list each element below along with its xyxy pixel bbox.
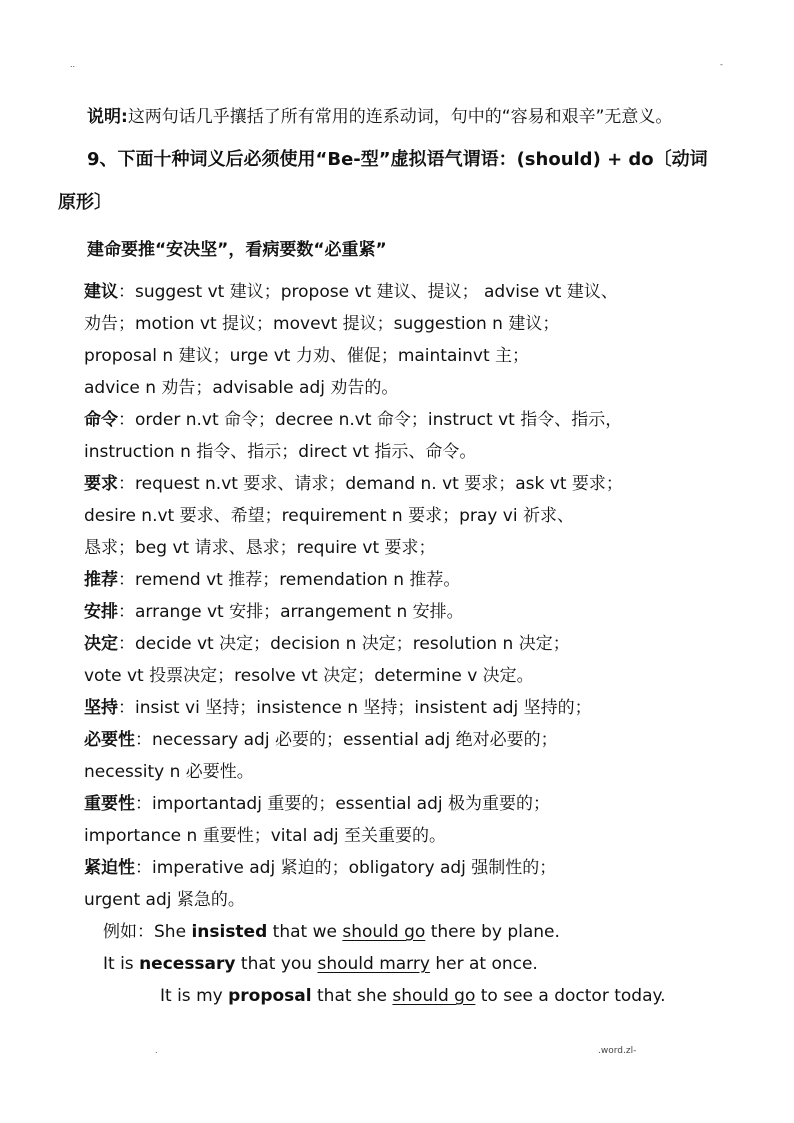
group-tuijian-line1 <box>84 572 460 589</box>
example-2 <box>103 956 538 973</box>
example-prefix: 例如：She <box>103 922 192 942</box>
group-jianchi-line1 <box>84 700 592 717</box>
group-label: 决定 <box>84 634 118 654</box>
example-prefix: It is <box>103 954 140 974</box>
section-heading-line1: 9、下面十种词义后必须使用“Be-型”虚拟语气谓语：(should) + do〔动词 <box>87 149 708 170</box>
group-biyaoxing-line2: necessity n 必要性。 <box>84 762 254 782</box>
group-yaoqiu-line2: desire n.vt 要求、希望；requirement n 要求；pray vi 祈求、 <box>84 506 574 526</box>
footer-mark-left: . <box>155 1046 158 1055</box>
corner-mark-right: - <box>720 60 723 69</box>
example-keyword: proposal <box>228 986 312 1006</box>
example-mid: that we <box>267 922 343 942</box>
group-text: ：suggest vt 建议；propose vt 建议、提议； advise vt 建议、 <box>118 282 618 302</box>
section-heading-line2: 原形〕 <box>58 192 112 213</box>
note-colon: : <box>121 107 128 127</box>
group-zhongyaoxing-line1 <box>84 796 550 813</box>
note-text: 这两句话几乎攘括了所有常用的连系动词，句中的“容易和艰辛”无意义。 <box>127 107 673 127</box>
group-label: 必要性 <box>84 730 135 750</box>
group-label: 坚持 <box>84 698 118 718</box>
group-anpai-line1 <box>84 604 464 621</box>
example-keyword: insisted <box>191 922 268 942</box>
group-text: ：arrange vt 安排；arrangement n 安排。 <box>118 602 464 622</box>
example-suffix: her at once. <box>429 954 538 974</box>
example-mid: that you <box>235 954 318 974</box>
group-text: ：importantadj 重要的；essential adj 极为重要的； <box>135 794 550 814</box>
example-3 <box>160 988 666 1005</box>
group-label: 命令 <box>84 410 118 430</box>
group-label: 安排 <box>84 602 118 622</box>
group-jinpoxing-line1 <box>84 860 556 877</box>
example-keyword: necessary <box>139 954 236 974</box>
group-yaoqiu-line1 <box>84 476 623 493</box>
group-jianyi-line3: proposal n 建议；urge vt 力劝、催促；maintainvt 主； <box>84 346 530 366</box>
example-verb: should marry <box>317 954 430 974</box>
example-mid: that she <box>311 986 393 1006</box>
example-suffix: to see a doctor today. <box>475 986 666 1006</box>
group-text: ：imperative adj 紧迫的；obligatory adj 强制性的； <box>135 858 557 878</box>
example-suffix: there by plane. <box>425 922 560 942</box>
group-zhongyaoxing-line2: importance n 重要性；vital adj 至关重要的。 <box>84 826 447 846</box>
group-jinpoxing-line2: urgent adj 紧急的。 <box>84 890 245 910</box>
note-label: 说明 <box>87 107 121 127</box>
group-label: 要求 <box>84 474 118 494</box>
group-jianyi-line1 <box>84 284 618 301</box>
group-jueding-line1 <box>84 636 570 653</box>
example-1 <box>103 924 560 941</box>
group-jianyi-line2: 劝告；motion vt 提议；movevt 提议；suggestion n 建议； <box>84 314 560 334</box>
group-text: ：necessary adj 必要的；essential adj 绝对必要的； <box>135 730 558 750</box>
mnemonic: 建命要推“安决坚”，看病要数“必重紧” <box>87 240 387 260</box>
group-label: 推荐 <box>84 570 118 590</box>
group-biyaoxing-line1 <box>84 732 558 749</box>
group-jianyi-line4: advice n 劝告；advisable adj 劝告的。 <box>84 378 399 398</box>
group-text: ：order n.vt 命令；decree n.vt 命令；instruct vt 指令、指示， <box>118 410 623 430</box>
example-prefix: It is my <box>160 986 229 1006</box>
group-mingling-line2: instruction n 指令、指示；direct vt 指示、命令。 <box>84 442 477 462</box>
example-verb: should go <box>392 986 476 1006</box>
group-jueding-line2: vote vt 投票决定；resolve vt 决定；determine v 决定。 <box>84 666 534 686</box>
footer-mark-right: .word.zl- <box>598 1046 637 1056</box>
group-label: 紧迫性 <box>84 858 135 878</box>
group-yaoqiu-line3: 恳求；beg vt 请求、恳求；require vt 要求； <box>84 538 436 558</box>
group-text: ：remend vt 推荐；remendation n 推荐。 <box>118 570 461 590</box>
group-mingling-line1 <box>84 412 622 429</box>
group-text: ：request n.vt 要求、请求；demand n. vt 要求；ask vt 要求； <box>118 474 623 494</box>
example-verb: should go <box>342 922 426 942</box>
note-line <box>87 109 672 126</box>
group-text: ：decide vt 决定；decision n 决定；resolution n 决定； <box>118 634 570 654</box>
group-text: ：insist vi 坚持；insistence n 坚持；insistent adj 坚持的； <box>118 698 592 718</box>
group-label: 建议 <box>84 282 118 302</box>
group-label: 重要性 <box>84 794 135 814</box>
corner-mark-left: .. <box>70 60 76 69</box>
